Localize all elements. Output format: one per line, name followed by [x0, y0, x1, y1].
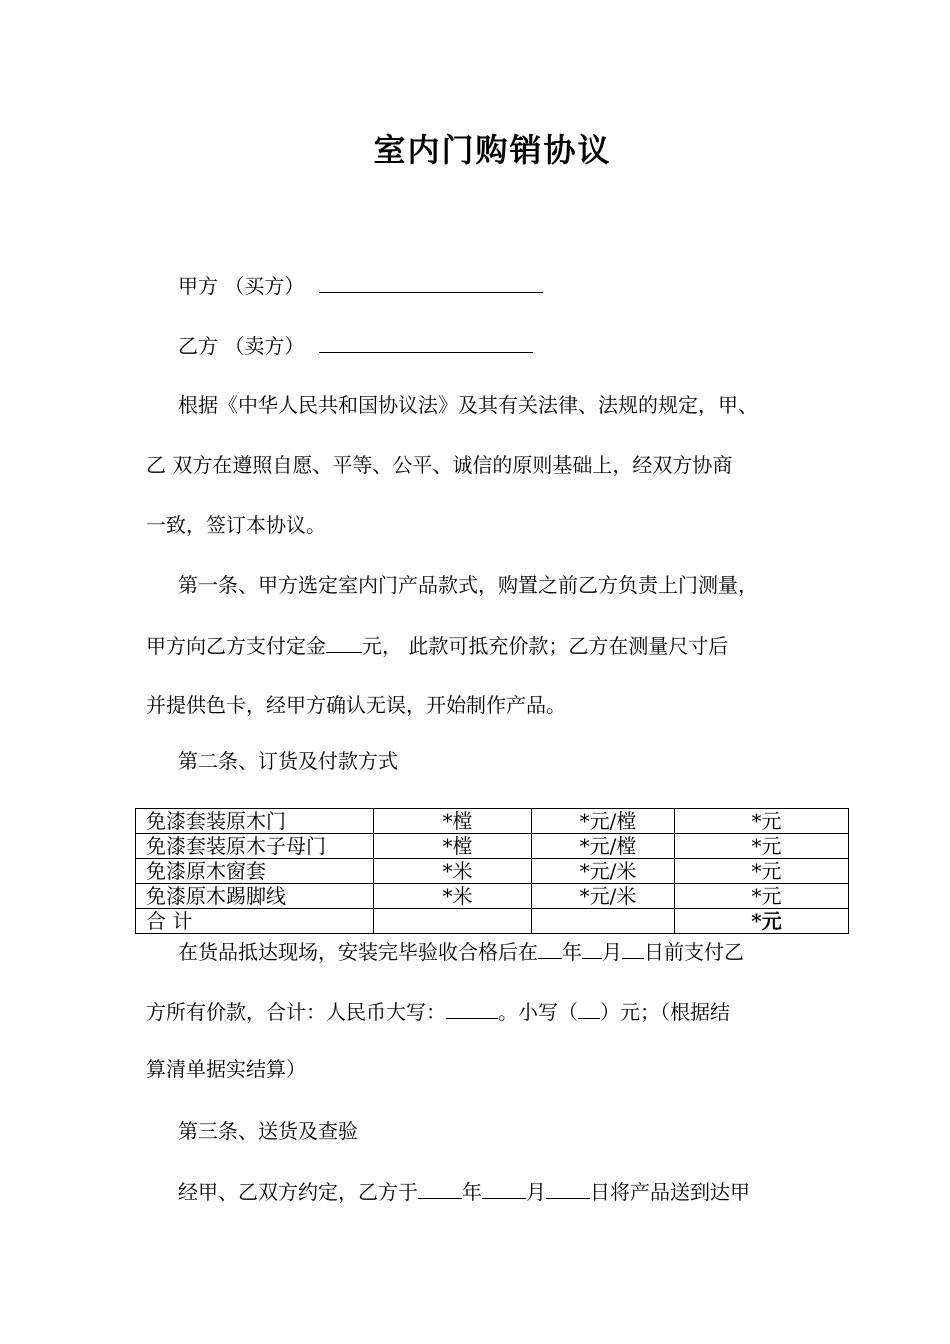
quantity-cell: *樘 — [374, 834, 532, 859]
payment-text-d: 日前支付乙 — [644, 940, 744, 964]
amount-cell: *元 — [675, 834, 849, 859]
payment-month-text: 月 — [602, 940, 622, 964]
quantity-cell: *米 — [374, 859, 532, 884]
payment-text-f: 。小写（ — [498, 1000, 578, 1024]
unit-price-cell: *元/米 — [532, 859, 675, 884]
table-row — [136, 834, 849, 859]
goods-table — [135, 808, 849, 934]
article1-text-b: 元， 此款可抵充价款；乙方在测量尺寸后 — [362, 634, 729, 658]
item-name-cell: 免漆原木窗套 — [136, 859, 374, 884]
article1-text-a: 甲方向乙方支付定金 — [146, 634, 326, 658]
pay-year-blank — [538, 936, 562, 959]
payment-text-e: 方所有价款，合计：人民币大写： — [146, 1000, 446, 1024]
intro-line-3: 一致，签订本协议。 — [146, 513, 326, 537]
payment-text-a: 在货品抵达现场，安装完毕验收合格后在 — [178, 940, 538, 964]
payment-line-2 — [146, 996, 730, 1027]
quantity-cell — [374, 909, 532, 934]
delivery-day-blank — [546, 1176, 590, 1199]
article1-line-1: 第一条、甲方选定室内门产品款式，购置之前乙方负责上门测量， — [178, 573, 758, 597]
item-name-cell: 免漆套装原木门 — [136, 809, 374, 834]
deposit-blank — [326, 630, 362, 653]
payment-year-text: 年 — [562, 940, 582, 964]
payment-line-3: 算清单据实结算） — [146, 1057, 306, 1081]
party-a-line — [178, 270, 543, 301]
article1-line-2 — [146, 630, 728, 661]
table-row — [136, 884, 849, 909]
delivery-month-blank — [482, 1176, 526, 1199]
delivery-year-blank — [418, 1176, 462, 1199]
article2-heading: 第二条、订货及付款方式 — [178, 749, 398, 773]
pay-day-blank — [622, 936, 644, 959]
article3-year-text: 年 — [462, 1180, 482, 1204]
amount-words-blank — [446, 996, 498, 1019]
amount-number-blank — [578, 996, 600, 1019]
article3-text-a: 经甲、乙双方约定，乙方于 — [178, 1180, 418, 1204]
party-b-blank — [319, 330, 533, 353]
payment-line-1 — [178, 936, 744, 967]
payment-text-g: ）元；（根据结 — [600, 1000, 730, 1024]
party-a-blank — [319, 270, 543, 293]
unit-price-cell: *元/樘 — [532, 834, 675, 859]
amount-cell: *元 — [675, 884, 849, 909]
unit-price-cell: *元/樘 — [532, 809, 675, 834]
document-title: 室内门购销协议 — [373, 131, 612, 169]
unit-price-cell: *元/米 — [532, 884, 675, 909]
table-row — [136, 859, 849, 884]
article1-line-3: 并提供色卡，经甲方确认无误，开始制作产品。 — [146, 693, 566, 717]
article3-text-d: 日将产品送到达甲 — [590, 1180, 750, 1204]
pay-month-blank — [582, 936, 602, 959]
item-name-cell: 免漆套装原木子母门 — [136, 834, 374, 859]
amount-cell: *元 — [675, 909, 849, 934]
quantity-cell: *樘 — [374, 809, 532, 834]
table-total-row — [136, 909, 849, 934]
article3-heading: 第三条、送货及查验 — [178, 1119, 358, 1143]
article3-month-text: 月 — [526, 1180, 546, 1204]
intro-line-2: 乙 双方在遵照自愿、平等、公平、诚信的原则基础上，经双方协商 — [146, 453, 733, 477]
article3-line-1 — [178, 1176, 750, 1207]
item-name-cell: 合 计 — [136, 909, 374, 934]
amount-cell: *元 — [675, 859, 849, 884]
quantity-cell: *米 — [374, 884, 532, 909]
party-b-label: 乙方 （卖方） — [178, 334, 305, 358]
intro-line-1: 根据《中华人民共和国协议法》及其有关法律、法规的规定，甲、 — [178, 393, 758, 417]
item-name-cell: 免漆原木踢脚线 — [136, 884, 374, 909]
unit-price-cell — [532, 909, 675, 934]
party-a-label: 甲方 （买方） — [178, 274, 305, 298]
table-row — [136, 809, 849, 834]
party-b-line — [178, 330, 533, 361]
amount-cell: *元 — [675, 809, 849, 834]
